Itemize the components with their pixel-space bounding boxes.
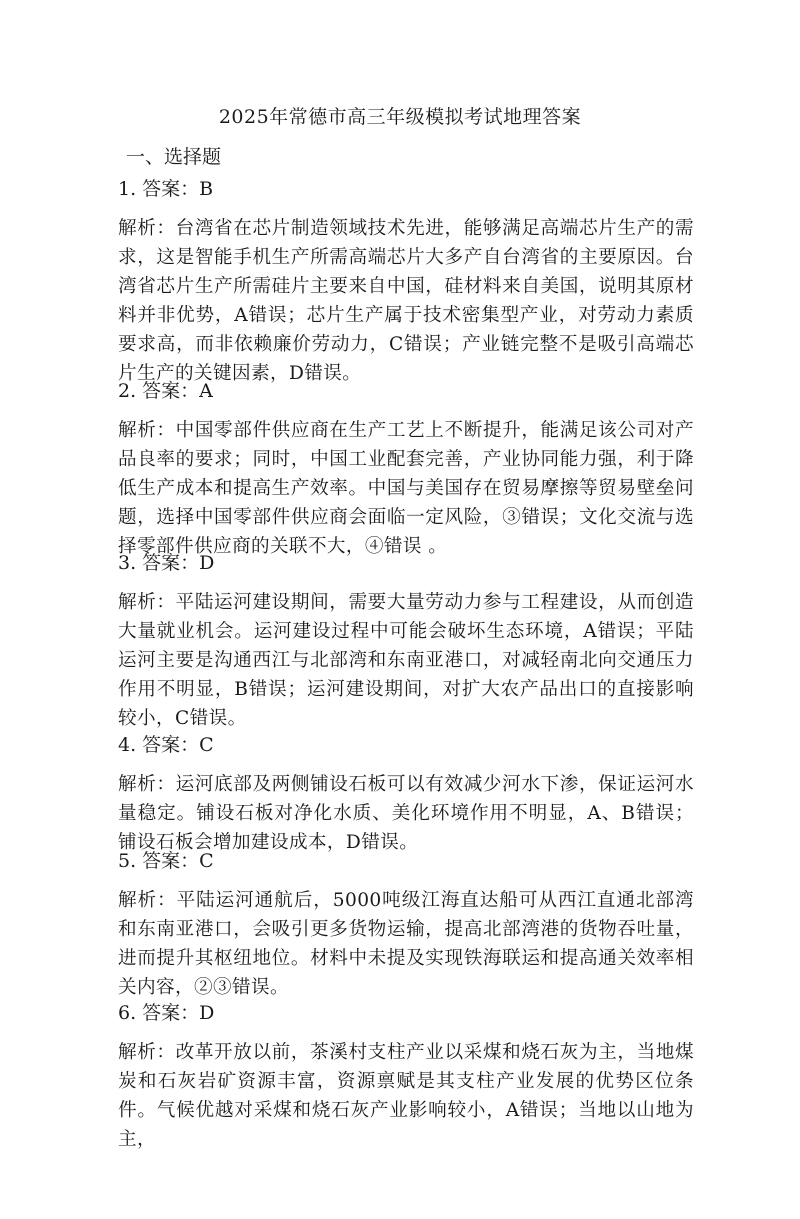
explanation-text: 解析：运河底部及两侧铺设石板可以有效减少河水下渗，保证运河水量稳定。铺设石板对净化水质、美化环境作用不明显，A、B错误；铺设石板会增加建设成本，D错误。	[118, 774, 694, 853]
answer-line: 6. 答案：D	[118, 1002, 215, 1024]
question-1	[118, 174, 694, 388]
answer-line: 2. 答案：A	[118, 380, 213, 402]
document-title: 2025年常德市高三年级模拟考试地理答案	[218, 106, 582, 128]
explanation-text: 解析：台湾省在芯片制造领域技术先进，能够满足高端芯片生产的需求，这是智能手机生产所需高端芯片大多产自台湾省的主要原因。台湾省芯片生产所需硅片主要来自中国，硅材料来自美国，说明其原材料并非优势，A错误；芯片生产属于技术密集型产业，对劳动力素质要求高，而非依赖廉价劳动力，C错误；产业链完整不是吸引高端芯片生产的关键因素，D错误。	[118, 218, 694, 384]
question-6	[118, 998, 694, 1154]
explanation-text: 解析：中国零部件供应商在生产工艺上不断提升，能满足该公司对产品良率的要求；同时，中国工业配套完善，产业协同能力强，利于降低生产成本和提高生产效率。中国与美国存在贸易摩擦等贸易壁垒问题，选择中国零部件供应商会面临一定风险，③错误；文化交流与选择零部件供应商的关联不大，④错误 。	[118, 420, 694, 557]
answer-line: 5. 答案：C	[118, 850, 214, 872]
question-2	[118, 376, 694, 561]
question-5	[118, 846, 694, 1002]
answer-line: 1. 答案：B	[118, 178, 214, 200]
explanation-text: 解析：改革开放以前，茶溪村支柱产业以采煤和烧石灰为主，当地煤炭和石灰岩矿资源丰富，资源禀赋是其支柱产业发展的优势区位条件。气候优越对采煤和烧石灰产业影响较小，A错误；当地以山地为主，	[118, 1042, 694, 1150]
question-4	[118, 730, 694, 857]
question-3	[118, 548, 694, 733]
explanation-text: 解析：平陆运河通航后，5000吨级江海直达船可从西江直通北部湾和东南亚港口，会吸引更多货物运输，提高北部湾港的货物吞吐量，进而提升其枢纽地位。材料中未提及实现铁海联运和提高通关效率相关内容，②③错误。	[118, 890, 694, 998]
answer-line: 3. 答案：D	[118, 552, 215, 574]
answer-line: 4. 答案：C	[118, 734, 214, 756]
explanation-text: 解析：平陆运河建设期间，需要大量劳动力参与工程建设，从而创造大量就业机会。运河建设过程中可能会破坏生态环境，A错误；平陆运河主要是沟通西江与北部湾和东南亚港口，对减轻南北向交通压力作用不明显，B错误；运河建设期间，对扩大农产品出口的直接影响较小，C错误。	[118, 592, 694, 729]
section-heading: 一、选择题	[126, 146, 222, 168]
